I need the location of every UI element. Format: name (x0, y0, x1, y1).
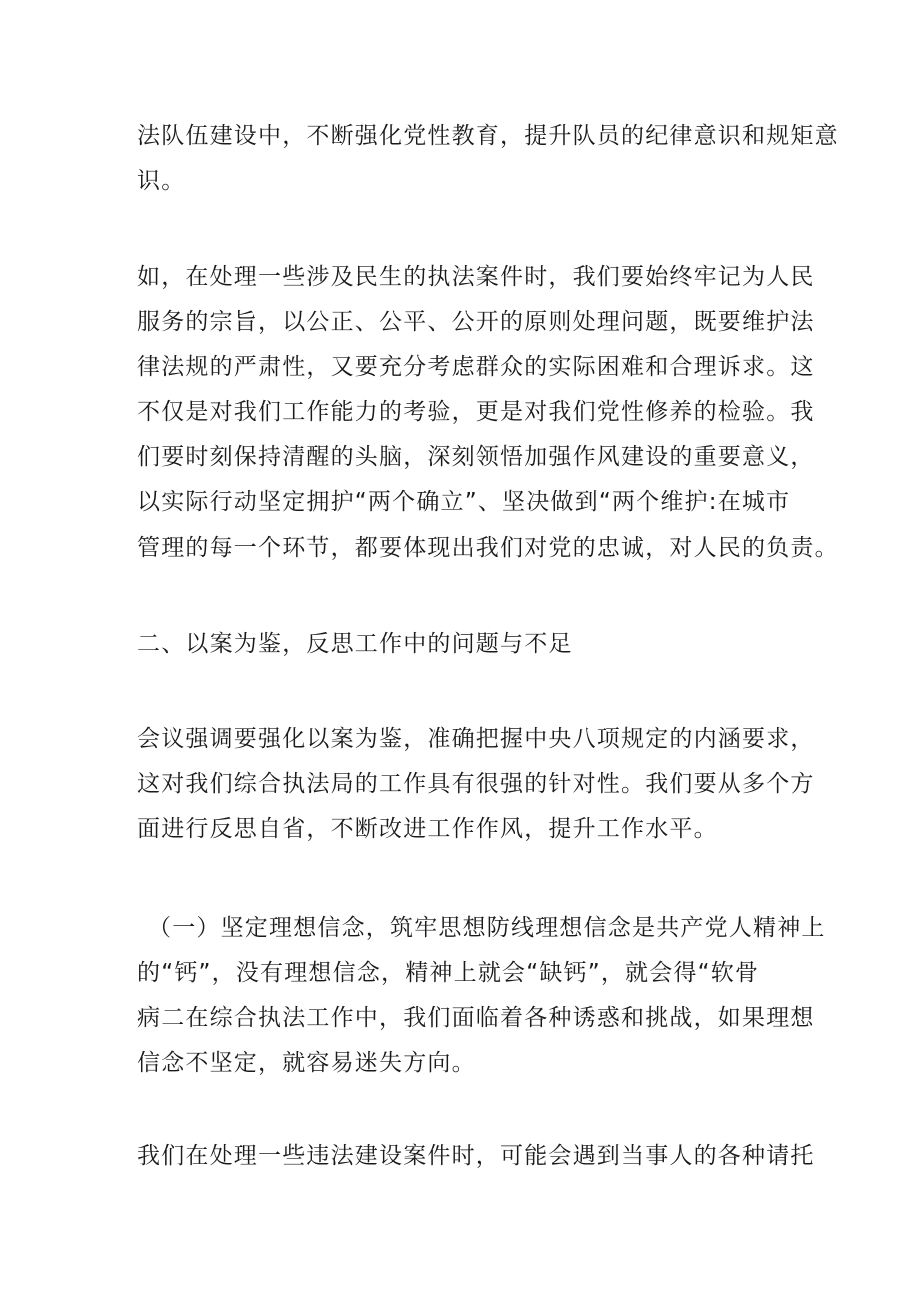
paragraph-2-line-7: 管理的每一个环节，都要体现出我们对党的忠诚，对人民的负责。 (137, 535, 839, 561)
paragraph-4-line-4: 信念不坚定，就容易迷失方向。 (137, 1050, 476, 1076)
paragraph-2-line-6: 以实际行动坚定拥护“两个确立”、坚决做到“两个维护:在城市 (137, 489, 791, 515)
paragraph-4-line-3: 病二在综合执法工作中，我们面临着各种诱惑和挑战，如果理想 (137, 1005, 815, 1031)
paragraph-4-line-1: （一）坚定理想信念，筑牢思想防线理想信念是共产党人精神上 (148, 915, 826, 941)
paragraph-3-line-2: 这对我们综合执法局的工作具有很强的针对性。我们要从多个方 (137, 771, 815, 797)
paragraph-1-line-1: 法队伍建设中，不断强化党性教育，提升队员的纪律意识和规矩意 (137, 123, 839, 149)
paragraph-2-line-4: 不仅是对我们工作能力的考验，更是对我们党性修养的检验。我 (137, 399, 815, 425)
paragraph-1-line-2: 识。 (137, 168, 186, 194)
paragraph-3-line-1: 会议强调要强化以案为鉴，准确把握中央八项规定的内涵要求， (137, 726, 815, 752)
paragraph-2-line-5: 们要时刻保持清醒的头脑，深刻领悟加强作风建设的重要意义， (137, 444, 815, 470)
paragraph-3-line-3: 面进行反思自省，不断改进工作作风，提升工作水平。 (137, 816, 718, 842)
paragraph-5-line-1: 我们在处理一些违法建设案件时，可能会遇到当事人的各种请托 (137, 1143, 815, 1169)
section-heading: 二、以案为鉴，反思工作中的问题与不足 (137, 631, 573, 657)
paragraph-2-line-2: 服务的宗旨，以公正、公平、公开的原则处理问题，既要维护法 (137, 309, 815, 335)
paragraph-4-line-2: 的“钙”，没有理想信念，精神上就会“缺钙”，就会得“软骨 (137, 960, 760, 986)
paragraph-2-line-1: 如，在处理一些涉及民生的执法案件时，我们要始终牢记为人民 (137, 264, 815, 290)
paragraph-2-line-3: 律法规的严肃性，又要充分考虑群众的实际困难和合理诉求。这 (137, 354, 815, 380)
